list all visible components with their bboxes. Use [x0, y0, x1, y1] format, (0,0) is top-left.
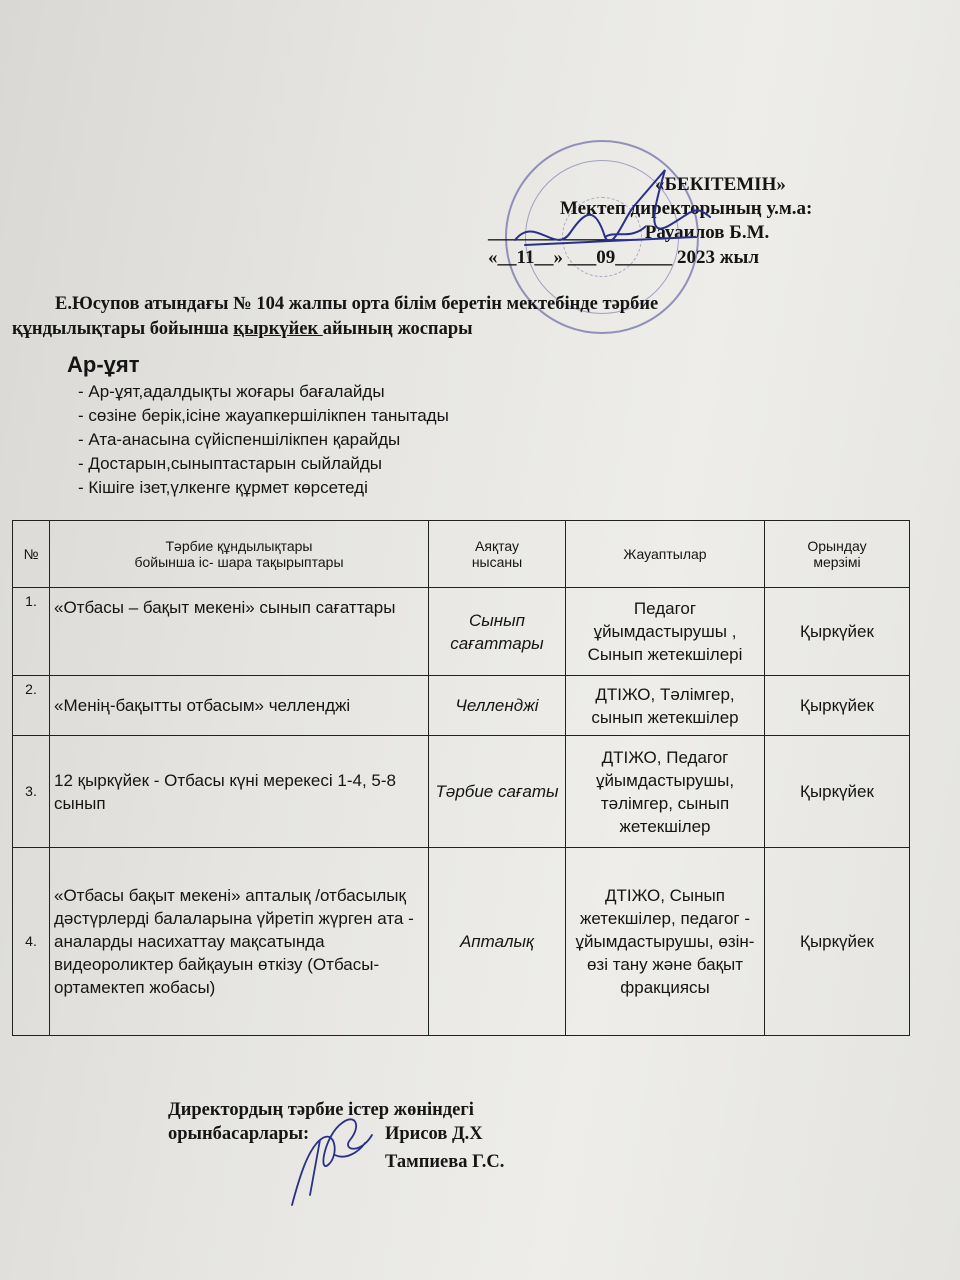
row-term: Қыркүйек — [765, 588, 910, 676]
table-row — [13, 676, 910, 736]
header-event-line1: Тәрбие құндылықтары — [165, 538, 313, 554]
row-responsible: Педагог ұйымдастырушы , Сынып жетекшілері — [566, 588, 765, 676]
approval-title: «БЕКІТЕМІН» — [655, 174, 786, 195]
section-title: Ар-ұят — [67, 352, 140, 377]
table-row — [13, 588, 910, 676]
approval-date: «__11__» ___09______ 2023 жыл — [488, 247, 759, 268]
plan-heading-line2 — [12, 317, 473, 341]
table-row — [13, 736, 910, 848]
row-term: Қыркүйек — [765, 676, 910, 736]
row-responsible: ДТІЖО, Тәлімгер, сынып жетекшілер — [566, 676, 765, 736]
director-signature-icon — [495, 145, 725, 270]
row-responsible: ДТІЖО, Сынып жетекшілер, педагог - ұйымдастырушы, өзін-өзі тану және бақыт фракциясы — [566, 848, 765, 1036]
row-event: 12 қыркүйек - Отбасы күні мерекесі 1-4, 5-8 сынып — [50, 736, 429, 848]
row-form: Сынып сағаттары — [429, 588, 566, 676]
virtue-item: - Ата-анасына сүйіспеншілікпен қарайды — [78, 430, 401, 449]
row-event: «Отбасы бақыт мекені» апталық /отбасылық дәстүрлерді балаларына үйретіп жүрген ата - аналарды насихаттау мақсатында видеороликтер байқауын өткізу (Отбасы-ортамектеп жобасы) — [50, 848, 429, 1036]
header-num: № — [13, 521, 50, 588]
heading-month: қыркүйек — [233, 319, 323, 339]
row-num: 2. — [13, 676, 50, 736]
heading-suffix: айының жоспары — [322, 319, 473, 339]
plan-heading-line1: Е.Юсупов атындағы № 104 жалпы орта білім беретін мектебінде тәрбие — [55, 294, 659, 314]
row-responsible: ДТІЖО, Педагог ұйымдастырушы, тәлімгер, сынып жетекшілер — [566, 736, 765, 848]
deputy-name-2: Тампиева Г.С. — [385, 1152, 505, 1172]
header-term-line1: Орындау — [807, 538, 867, 554]
header-form-line2: нысаны — [471, 554, 523, 570]
header-form — [429, 521, 566, 588]
plan-table — [12, 520, 910, 1036]
approval-position: Мектеп директорының у.м.а: — [560, 198, 813, 219]
deputy-signature-icon — [280, 1095, 390, 1215]
header-term — [765, 521, 910, 588]
virtue-item: - Достарын,сыныптастарын сыйлайды — [78, 454, 383, 473]
virtue-item: - сөзіне берік,ісіне жауапкершілікпен танытады — [78, 406, 449, 425]
header-term-line2: мерзімі — [813, 554, 861, 570]
header-responsible: Жауаптылар — [566, 521, 765, 588]
deputy-title-line2: орынбасарлары: — [168, 1124, 310, 1144]
virtue-item: - Кішіге ізет,үлкенге құрмет көрсетеді — [78, 478, 368, 497]
row-num: 4. — [13, 848, 50, 1036]
row-form: Тәрбие сағаты — [429, 736, 566, 848]
heading-prefix: құндылықтары бойынша — [12, 319, 234, 339]
header-event — [50, 521, 429, 588]
row-event: «Отбасы – бақыт мекені» сынып сағаттары — [50, 588, 429, 676]
header-form-line1: Аяқтау — [475, 538, 519, 554]
deputy-name-1: Ирисов Д.Х — [385, 1124, 483, 1144]
row-term: Қыркүйек — [765, 736, 910, 848]
row-num: 3. — [13, 736, 50, 848]
deputy-title-line1: Директордың тәрбие істер жөніндегі — [168, 1100, 474, 1120]
table-row — [13, 848, 910, 1036]
row-form: Апталық — [429, 848, 566, 1036]
header-event-line2: бойынша іс- шара тақырыптары — [134, 554, 344, 570]
virtues-list — [78, 380, 449, 500]
virtue-item: - Ар-ұят,адалдықты жоғары бағалайды — [78, 382, 385, 401]
approval-name: ________________ Рауаилов Б.М. — [488, 222, 770, 243]
row-term: Қыркүйек — [765, 848, 910, 1036]
row-form: Челленджі — [429, 676, 566, 736]
table-header-row — [13, 521, 910, 588]
row-event: «Менің-бақытты отбасым» челленджі — [50, 676, 429, 736]
row-num: 1. — [13, 588, 50, 676]
